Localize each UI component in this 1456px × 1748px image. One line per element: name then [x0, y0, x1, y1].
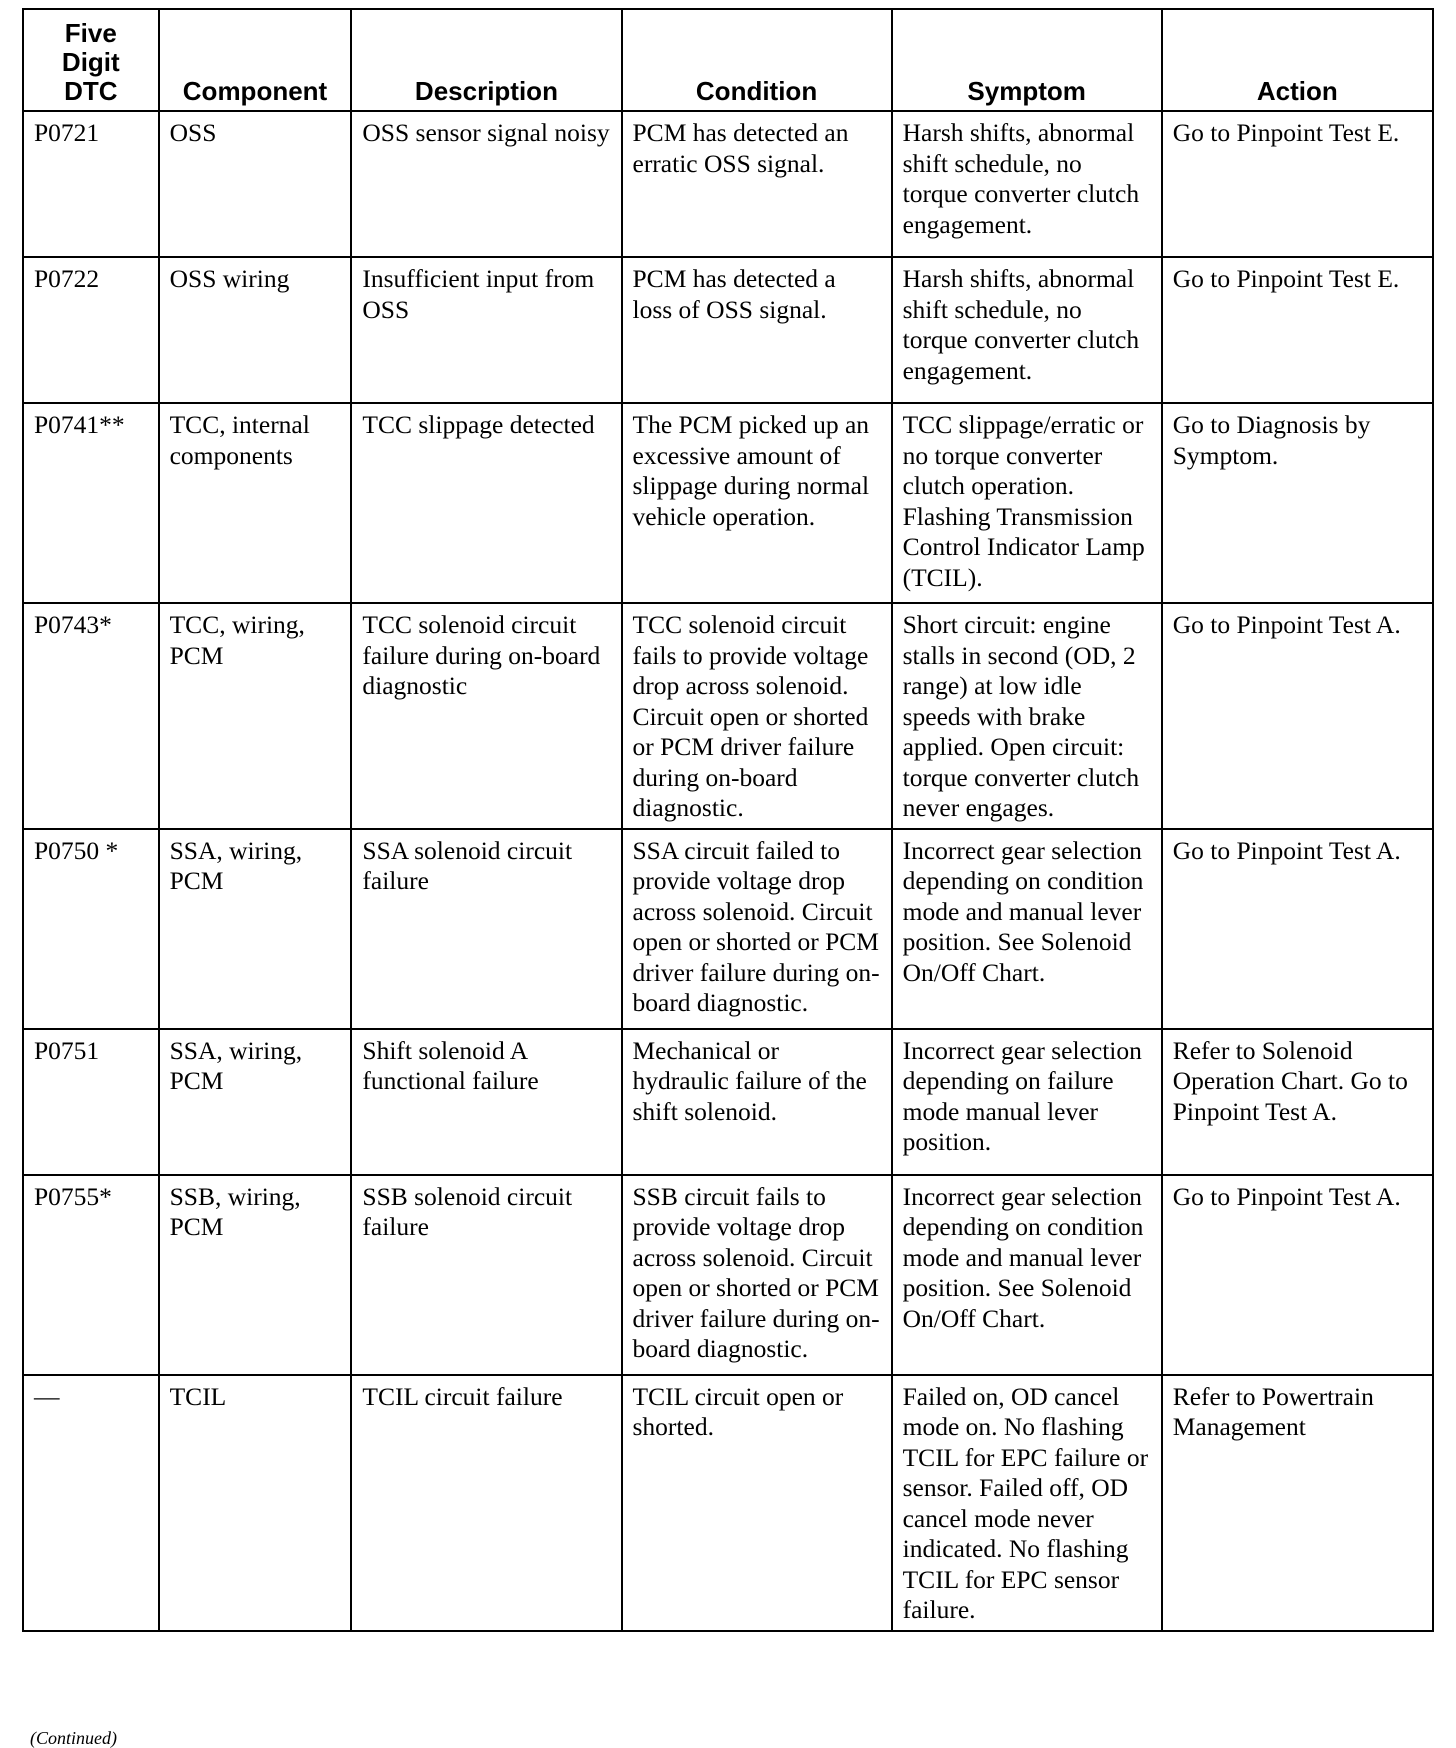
table-row — [23, 1175, 1433, 1375]
cell-action: Refer to Solenoid Operation Chart. Go to Pinpoint Test A. — [1162, 1029, 1433, 1175]
header-dtc: Five Digit DTC — [23, 9, 159, 111]
cell-action: Refer to Powertrain Management — [1162, 1375, 1433, 1631]
header-description: Description — [351, 9, 621, 111]
cell-symptom: Failed on, OD cancel mode on. No flashing TCIL for EPC failure or sensor. Failed off, OD cancel mode never indicated. No flashing TCIL for EPC sensor failure. — [892, 1375, 1162, 1631]
cell-component: TCIL — [159, 1375, 352, 1631]
table-row — [23, 603, 1433, 829]
cell-component: TCC, wiring, PCM — [159, 603, 352, 829]
cell-symptom: Incorrect gear selection depending on failure mode manual lever position. — [892, 1029, 1162, 1175]
cell-dtc-code: P0722 — [23, 257, 159, 403]
cell-action: Go to Pinpoint Test A. — [1162, 603, 1433, 829]
cell-condition: PCM has detected a loss of OSS signal. — [622, 257, 892, 403]
cell-dtc-code: P0750 * — [23, 829, 159, 1029]
cell-action: Go to Pinpoint Test A. — [1162, 1175, 1433, 1375]
cell-symptom: Harsh shifts, abnormal shift schedule, no torque converter clutch engagement. — [892, 257, 1162, 403]
cell-symptom: Incorrect gear selection depending on condition mode and manual lever position. See Solenoid On/Off Chart. — [892, 829, 1162, 1029]
cell-description: SSA solenoid circuit failure — [351, 829, 621, 1029]
cell-component: OSS — [159, 111, 352, 257]
cell-symptom: Short circuit: engine stalls in second (OD, 2 range) at low idle speeds with brake applied. Open circuit: torque converter clutch never engages. — [892, 603, 1162, 829]
table-row — [23, 403, 1433, 603]
cell-symptom: Incorrect gear selection depending on condition mode and manual lever position. See Solenoid On/Off Chart. — [892, 1175, 1162, 1375]
header-component: Component — [159, 9, 352, 111]
cell-condition: TCC solenoid circuit fails to provide voltage drop across solenoid. Circuit open or shorted or PCM driver failure during on-board diagnostic. — [622, 603, 892, 829]
table-row — [23, 111, 1433, 257]
cell-description: TCC solenoid circuit failure during on-board diagnostic — [351, 603, 621, 829]
table-row — [23, 1029, 1433, 1175]
header-condition: Condition — [622, 9, 892, 111]
cell-component: TCC, internal components — [159, 403, 352, 603]
cell-description: OSS sensor signal noisy — [351, 111, 621, 257]
cell-description: SSB solenoid circuit failure — [351, 1175, 621, 1375]
cell-description: Shift solenoid A functional failure — [351, 1029, 621, 1175]
cell-condition: SSA circuit failed to provide voltage drop across solenoid. Circuit open or shorted or PCM driver failure during on-board diagnostic. — [622, 829, 892, 1029]
cell-condition: Mechanical or hydraulic failure of the shift solenoid. — [622, 1029, 892, 1175]
cell-condition: TCIL circuit open or shorted. — [622, 1375, 892, 1631]
table-row — [23, 257, 1433, 403]
cell-action: Go to Diagnosis by Symptom. — [1162, 403, 1433, 603]
cell-dtc-code: P0751 — [23, 1029, 159, 1175]
cell-description: TCC slippage detected — [351, 403, 621, 603]
cell-component: SSA, wiring, PCM — [159, 829, 352, 1029]
cell-symptom: Harsh shifts, abnormal shift schedule, no torque converter clutch engagement. — [892, 111, 1162, 257]
cell-symptom: TCC slippage/erratic or no torque converter clutch operation. Flashing Transmission Control Indicator Lamp (TCIL). — [892, 403, 1162, 603]
continued-note: (Continued) — [30, 1728, 117, 1748]
cell-dtc-code: P0743* — [23, 603, 159, 829]
cell-dtc-code: P0721 — [23, 111, 159, 257]
cell-description: Insufficient input from OSS — [351, 257, 621, 403]
cell-component: OSS wiring — [159, 257, 352, 403]
cell-dtc-code: P0741** — [23, 403, 159, 603]
table-row — [23, 1375, 1433, 1631]
cell-dtc-code: P0755* — [23, 1175, 159, 1375]
header-action: Action — [1162, 9, 1433, 111]
dtc-table — [22, 8, 1434, 1632]
cell-description: TCIL circuit failure — [351, 1375, 621, 1631]
cell-action: Go to Pinpoint Test E. — [1162, 257, 1433, 403]
cell-condition: The PCM picked up an excessive amount of slippage during normal vehicle operation. — [622, 403, 892, 603]
table-body — [23, 111, 1433, 1631]
cell-action: Go to Pinpoint Test A. — [1162, 829, 1433, 1029]
header-row — [23, 9, 1433, 111]
table-header — [23, 9, 1433, 111]
cell-condition: PCM has detected an erratic OSS signal. — [622, 111, 892, 257]
cell-action: Go to Pinpoint Test E. — [1162, 111, 1433, 257]
cell-dtc-code: — — [23, 1375, 159, 1631]
cell-component: SSA, wiring, PCM — [159, 1029, 352, 1175]
header-symptom: Symptom — [892, 9, 1162, 111]
cell-condition: SSB circuit fails to provide voltage drop across solenoid. Circuit open or shorted or PCM driver failure during on-board diagnostic. — [622, 1175, 892, 1375]
cell-component: SSB, wiring, PCM — [159, 1175, 352, 1375]
table-row — [23, 829, 1433, 1029]
